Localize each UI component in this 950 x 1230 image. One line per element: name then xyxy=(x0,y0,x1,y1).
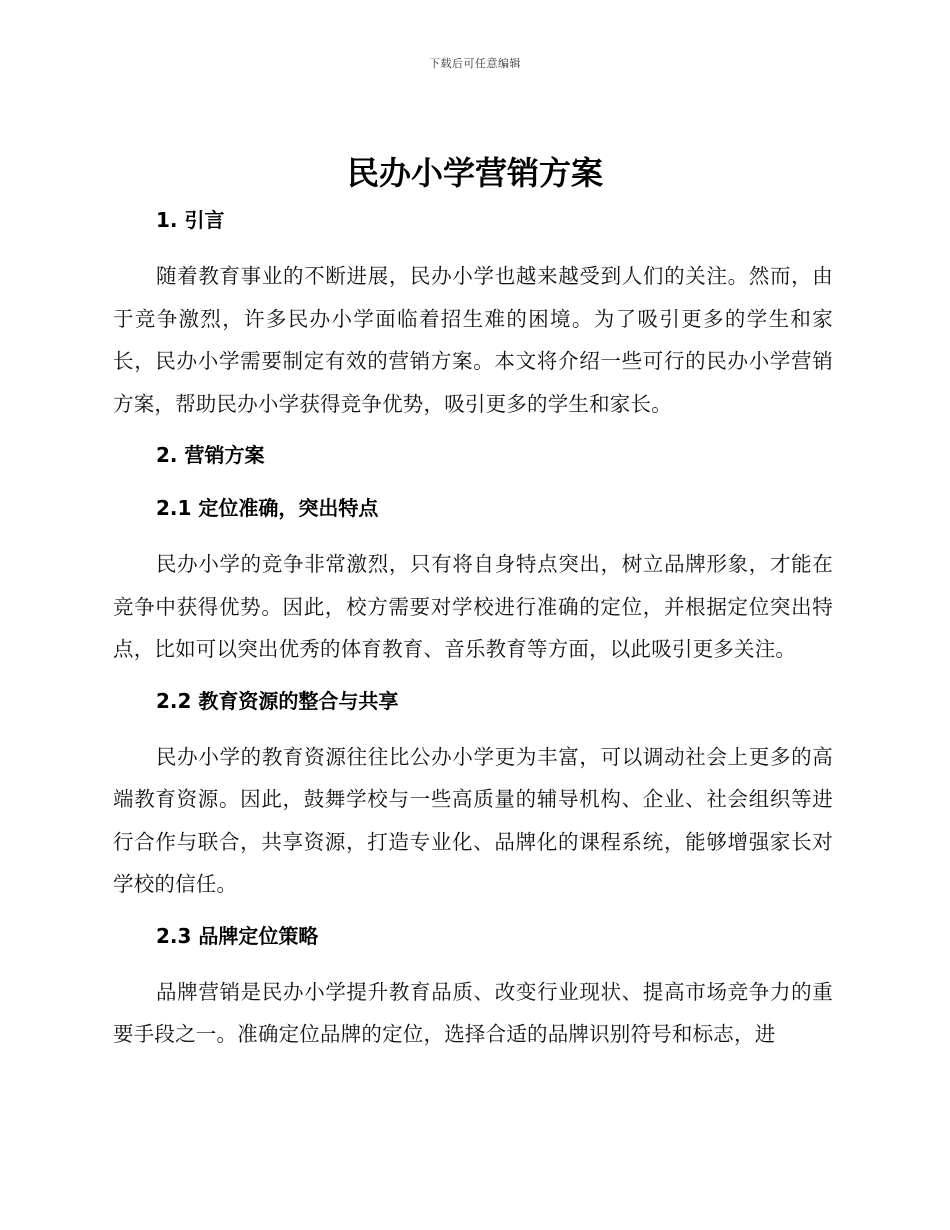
paragraph-intro: 随着教育事业的不断进展，民办小学也越来越受到人们的关注。然而，由于竞争激烈，许多民办小学面临着招生难的困境。为了吸引更多的学生和家长，民办小学需要制定有效的营销方案。本文将介绍一些可行的民办小学营销方案，帮助民办小学获得竞争优势，吸引更多的学生和家长。 xyxy=(113,264,833,416)
document-body xyxy=(113,202,833,1056)
document-title: 民办小学营销方案 xyxy=(346,154,603,192)
section-heading-brand: 2.3 品牌定位策略 xyxy=(156,923,319,948)
section-heading-marketing: 2. 营销方案 xyxy=(156,443,265,467)
paragraph-resources: 民办小学的教育资源往往比公办小学更为丰富，可以调动社会上更多的高端教育资源。因此，鼓舞学校与一些高质量的辅导机构、企业、社会组织等进行合作与联合，共享资源，打造专业化、品牌化的课程系统，能够增强家长对学校的信任。 xyxy=(113,744,833,896)
paragraph-brand: 品牌营销是民办小学提升教育品质、改变行业现状、提高市场竞争力的重要手段之一。准确定位品牌的定位，选择合适的品牌识别符号和标志，进 xyxy=(113,979,833,1046)
header-note: 下载后可任意编辑 xyxy=(429,57,521,70)
section-heading-positioning: 2.1 定位准确，突出特点 xyxy=(156,496,379,520)
section-heading-intro: 1. 引言 xyxy=(156,208,225,232)
paragraph-positioning: 民办小学的竞争非常激烈，只有将自身特点突出，树立品牌形象，才能在竞争中获得优势。因此，校方需要对学校进行准确的定位，并根据定位突出特点，比如可以突出优秀的体育教育、音乐教育等方面，以此吸引更多关注。 xyxy=(113,552,833,661)
section-heading-resources: 2.2 教育资源的整合与共享 xyxy=(156,688,399,713)
